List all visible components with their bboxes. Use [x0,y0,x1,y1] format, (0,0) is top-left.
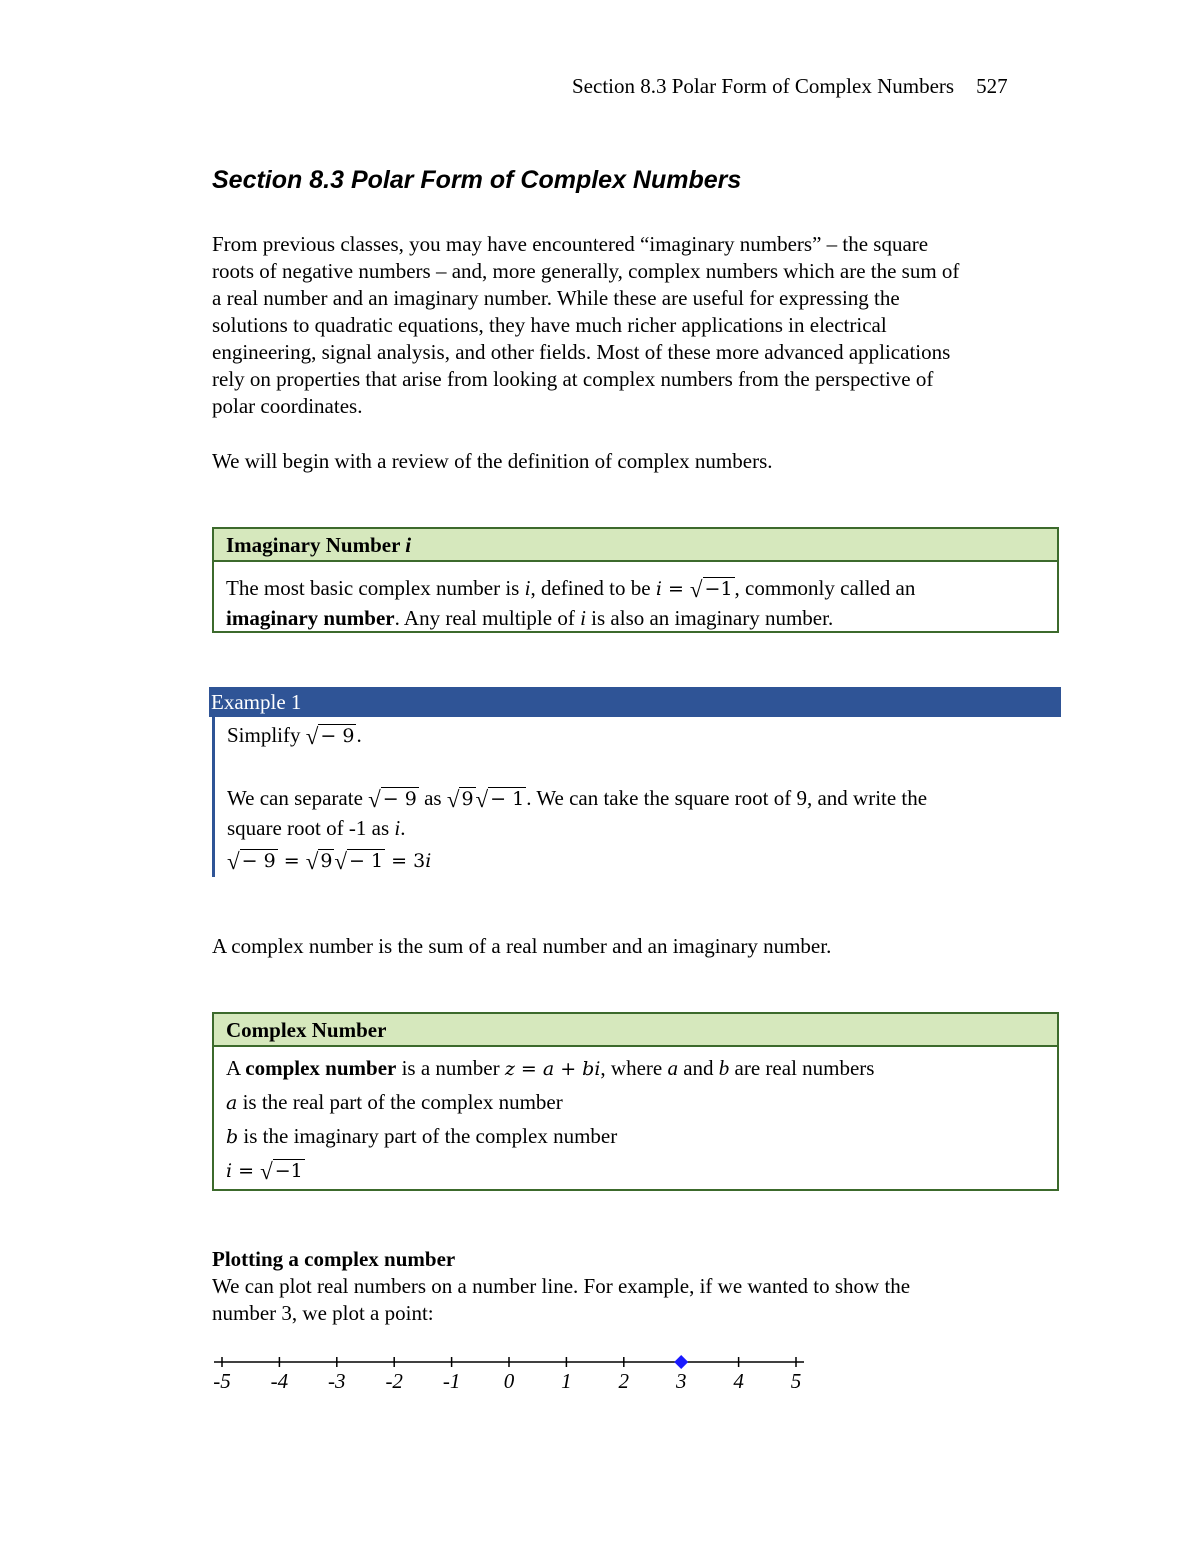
intro-line: rely on properties that arise from looking at complex numbers from the perspective of [212,367,934,391]
example-solution-line: We can separate √ − 9 as √ 9√ − 1. We can take the square root of 9, and write the [227,786,928,812]
running-title: Section 8.3 Polar Form of Complex Numbers [572,74,955,98]
definition-body [214,562,1057,633]
definition-heading: Complex Number [214,1014,1057,1047]
definition-line: A complex number is a number z = a + bi, where a and b are real numbers [226,1056,875,1080]
number-line-tick-label: -1 [442,1369,461,1393]
definition-line: a is the real part of the complex number [226,1090,563,1114]
square-root: √ −1 [689,577,733,602]
square-root: √ − 1 [334,849,384,874]
square-root: √ − 9 [368,787,417,812]
number-line-tick-label: 0 [503,1369,515,1393]
definition-line: b is the imaginary part of the complex number [226,1124,618,1148]
complex-number-definition-box [212,1012,1059,1191]
example-heading-bar: Example 1 [209,687,1061,717]
number-line-tick-label: -3 [328,1369,346,1393]
plotting-paragraph: We can plot real numbers on a number line. For example, if we wanted to show the number 3, we plot a point: [212,1274,911,1325]
square-root: √ − 9 [305,724,355,749]
intro-line: polar coordinates. [212,394,363,418]
number-line-tick-label: 2 [618,1369,630,1393]
imaginary-number-definition-box [212,527,1059,633]
plotting-heading: Plotting a complex number [212,1247,456,1271]
example-question: Simplify √ − 9. [227,723,362,749]
intro-line: a real number and an imaginary number. While these are useful for expressing the [212,286,900,310]
example-solution-line: square root of -1 as i. [227,816,406,840]
square-root: √ − 9 [227,849,276,874]
square-root: √ −1 [260,1159,303,1184]
page-number: 527 [976,74,1008,98]
example-result-equation: √ − 9 = √ 9√ − 1 = 3i [227,849,432,874]
number-line [212,1352,812,1397]
number-line-tick-label: 4 [733,1369,744,1393]
square-root: √ − 1 [475,787,525,812]
square-root: √ 9 [305,849,333,874]
definition-line: i = √ −1 [226,1154,1045,1188]
definition-line: The most basic complex number is i, defined to be i = √ −1, commonly called an [226,576,916,602]
review-sentence: We will begin with a review of the definition of complex numbers. [212,449,773,473]
intro-line: From previous classes, you may have encountered “imaginary numbers” – the square [212,232,929,256]
number-line-tick-label: 5 [790,1369,802,1393]
definition-heading: Imaginary Number i [214,529,1057,562]
number-line-tick-label: -5 [213,1369,231,1393]
number-line-tick-label: 3 [675,1369,687,1393]
number-line-tick-label: 1 [561,1369,572,1393]
running-header [572,74,1008,99]
number-line-tick-label: -2 [385,1369,403,1393]
definition-line: imaginary number. Any real multiple of i is also an imaginary number. [226,606,834,630]
intro-paragraph [212,231,1072,420]
intro-line: roots of negative numbers – and, more generally, complex numbers which are the sum of [212,259,960,283]
section-title: Section 8.3 Polar Form of Complex Numbers [212,166,742,194]
intro-line: solutions to quadratic equations, they have much richer applications in electrical [212,313,887,337]
plotted-point [674,1355,688,1369]
intro-line: engineering, signal analysis, and other fields. Most of these more advanced applications [212,340,951,364]
example-left-rule [212,717,215,877]
definition-body [214,1047,1057,1188]
complex-number-sentence: A complex number is the sum of a real number and an imaginary number. [212,934,832,958]
number-line-tick-label: -4 [270,1369,289,1393]
square-root: √ 9 [446,787,474,812]
